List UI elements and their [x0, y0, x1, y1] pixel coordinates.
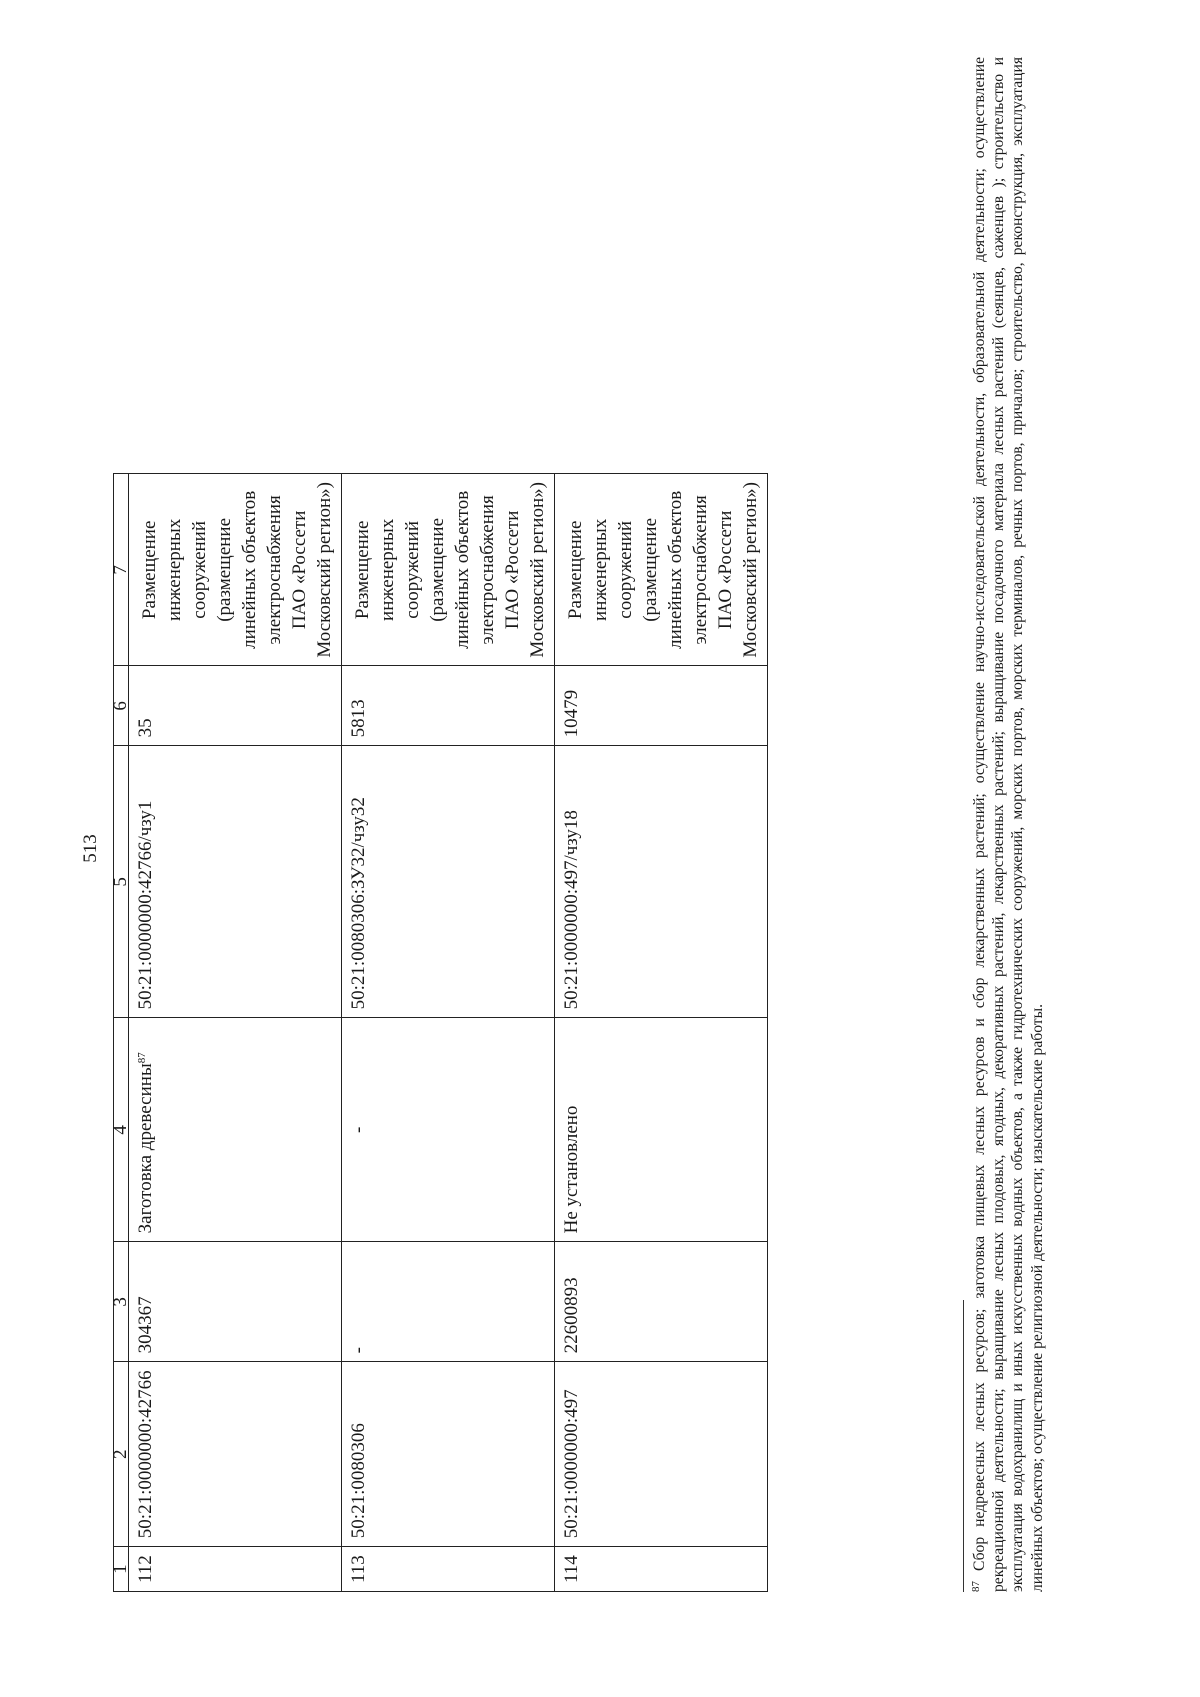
- header-col-1: 1: [114, 1547, 129, 1592]
- row-number: 113: [342, 1547, 555, 1592]
- purpose: Размещение инженерных сооружений (размещение линейных объектов электроснабжения ПАО «Россети Московский регион»): [342, 474, 555, 666]
- table-row: [342, 474, 555, 1592]
- plot-part-number: 50:21:0000000:497/чзу18: [555, 746, 768, 1018]
- footnote-mark: 87: [970, 1581, 982, 1592]
- land-plots-table: [110, 473, 768, 1592]
- row-number: 114: [555, 1547, 768, 1592]
- plot-part-number: 50:21:0000000:42766/чзу1: [129, 746, 342, 1018]
- footnote: [970, 57, 1047, 1592]
- cadastral-quarter: 50:21:0000000:497: [555, 1362, 768, 1547]
- page-number: 513: [80, 834, 101, 863]
- header-col-3: 3: [114, 1242, 129, 1362]
- plot-area: 22600893: [555, 1242, 768, 1362]
- cadastral-quarter: 50:21:0000000:42766: [129, 1362, 342, 1547]
- part-area: 5813: [342, 666, 555, 746]
- permitted-use-text: Заготовка древесины: [135, 1063, 156, 1234]
- permitted-use: Не установлено: [555, 1018, 768, 1242]
- purpose: Размещение инженерных сооружений (размещение линейных объектов электроснабжения ПАО «Россети Московский регион»): [555, 474, 768, 666]
- part-area: 35: [129, 666, 342, 746]
- header-col-5: 5: [114, 746, 129, 1018]
- table-row: [129, 474, 342, 1592]
- row-number: 112: [129, 1547, 342, 1592]
- plot-area: 304367: [129, 1242, 342, 1362]
- footnote-separator: [963, 1300, 964, 1592]
- part-area: 10479: [555, 666, 768, 746]
- header-col-6: 6: [114, 666, 129, 746]
- permitted-use: [129, 1018, 342, 1242]
- footnote-text: Сбор недревесных лесных ресурсов; заготовка пищевых лесных ресурсов и сбор лекарственных растений; осуществление научно-исследовательской деятельности, образовательной деятельности; осуществление рекреационной деятельности; выращивание лесных плодовых, ягодных, декоративных растений, лекарственных растений; выращивание посадочного материала лесных растений (сеянцев, саженцев ); строительство и эксплуатация водохранилищ и иных искусственных водных объектов, а также гидротехнических сооружений, морских портов, морских терминалов, речных портов, причалов; строительство, реконструкция, эксплуатация линейных объектов; осуществление религиозной деятельности; изыскательские работы.: [971, 57, 1046, 1592]
- header-col-4: 4: [114, 1018, 129, 1242]
- header-col-7: 7: [114, 474, 129, 666]
- header-col-2: 2: [114, 1362, 129, 1547]
- table-row: [555, 474, 768, 1592]
- permitted-use: -: [342, 1018, 555, 1242]
- plot-area: -: [342, 1242, 555, 1362]
- table-header-row: [114, 474, 129, 1592]
- purpose: Размещение инженерных сооружений (размещение линейных объектов электроснабжения ПАО «Россети Московский регион»): [129, 474, 342, 666]
- cadastral-quarter: 50:21:0080306: [342, 1362, 555, 1547]
- plot-part-number: 50:21:0080306:ЗУ32/чзу32: [342, 746, 555, 1018]
- footnote-reference: 87: [136, 1052, 148, 1064]
